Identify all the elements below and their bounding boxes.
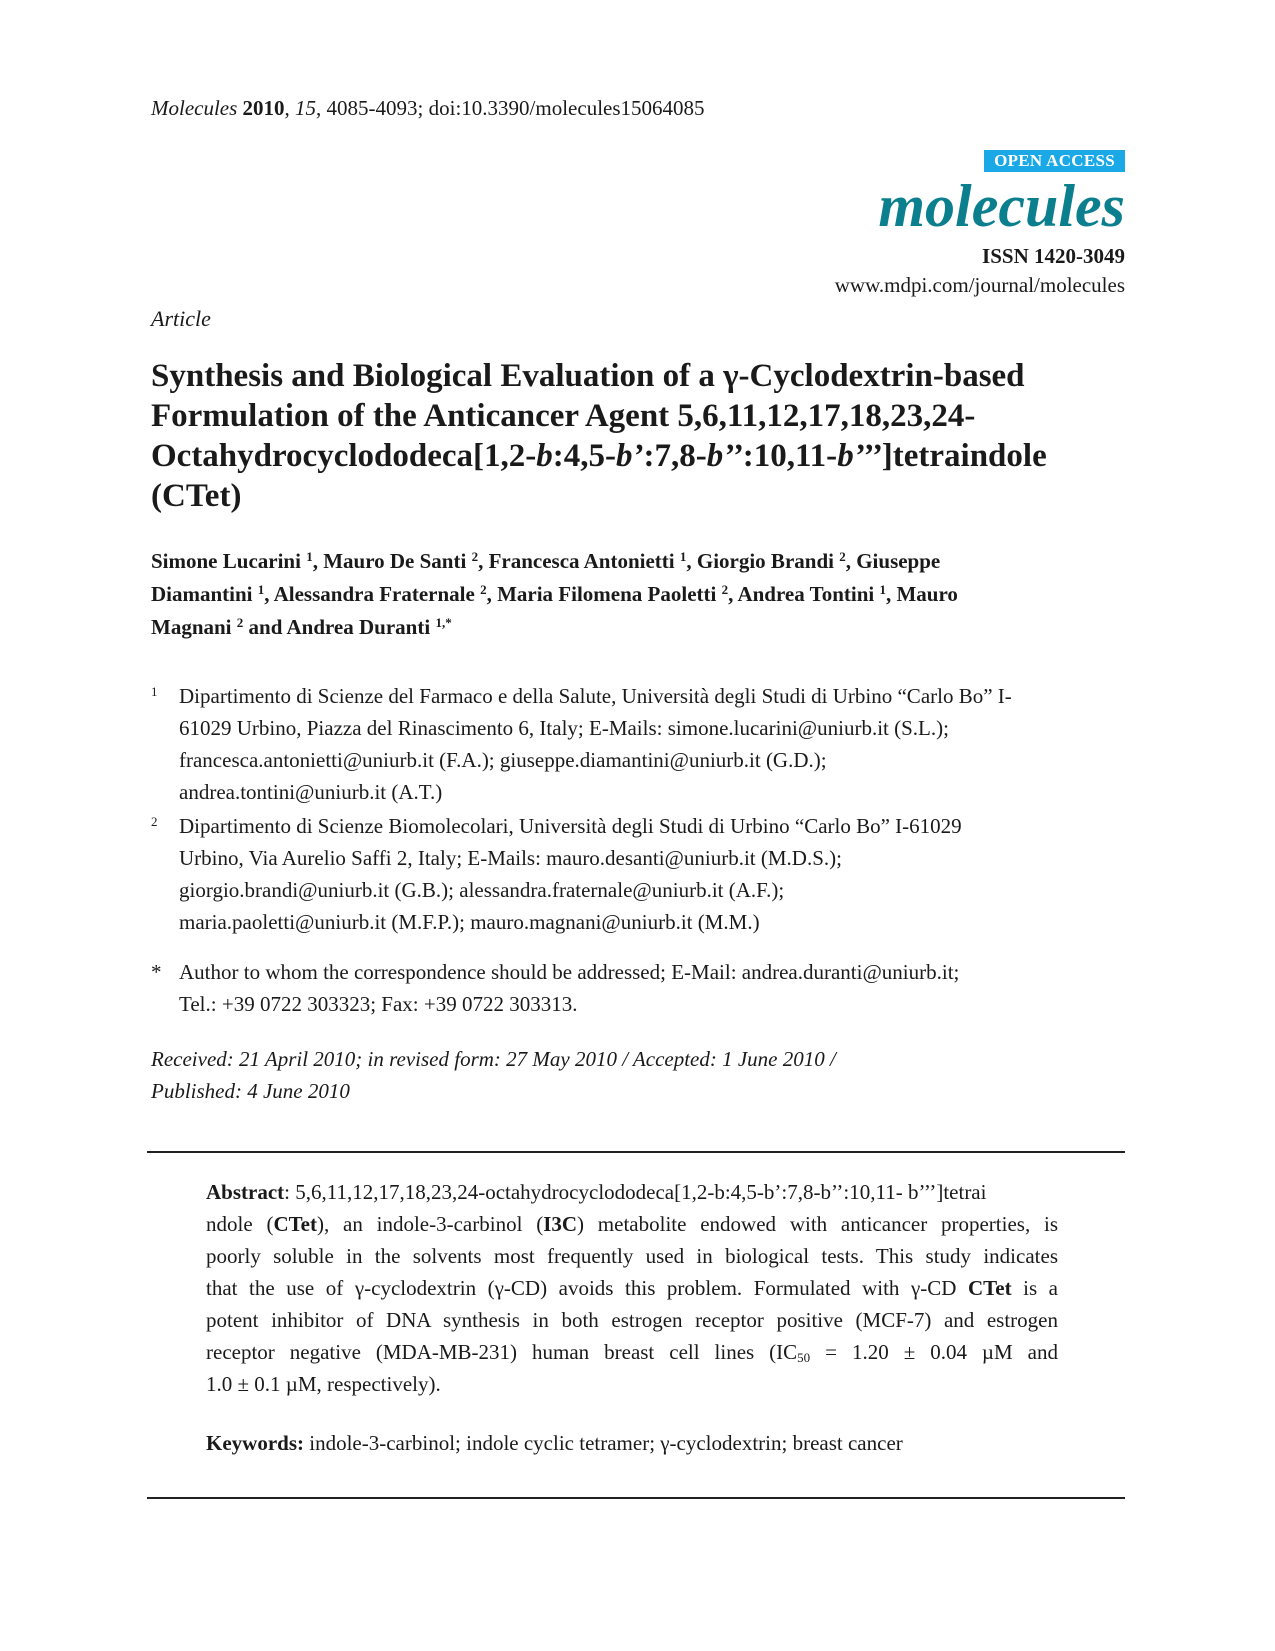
author-name: Mauro De Santi (323, 549, 467, 573)
affiliation-mark: 1 (151, 684, 158, 699)
affiliation-mark: 2 (151, 814, 158, 829)
affiliation-1: 1 Dipartimento di Scienze del Farmaco e della Salute, Università degli Studi di Urbino “Carlo Bo” I- 61029 Urbino, Piazza del Rinascimento 6, Italy; E-Mails: simone.lucarini@uniurb.it (S.L.); francesca.antonietti@uniurb.it (F.A.); giuseppe.diamantini@uniurb.it (G.D.); andrea.tontini@uniurb.it (A.T.) (151, 680, 1131, 808)
author-name: Alessandra Fraternale (273, 582, 475, 606)
author-name: Maria Filomena Paoletti (497, 582, 717, 606)
citation-journal: Molecules (151, 96, 238, 120)
divider-top (147, 1151, 1125, 1153)
keywords: Keywords: indole-3-carbinol; indole cyclic tetramer; γ-cyclodextrin; breast cancer (206, 1431, 903, 1455)
title-line: Octahydrocyclododeca[1,2-b:4,5-b’:7,8-b’’:10,11-b’’’]tetraindole (151, 438, 1047, 474)
divider-bottom (147, 1497, 1125, 1499)
citation-pages-doi: 4085-4093; doi:10.3390/molecules15064085 (326, 96, 705, 120)
article-title (151, 356, 1131, 516)
correspondence-note: * Author to whom the correspondence should be addressed; E-Mail: andrea.duranti@uniurb.it; Tel.: +39 0722 303323; Fax: +39 0722 303313. (151, 956, 1131, 1020)
author-line: Magnani $^2$ and Andrea Duranti $^{1,*}$ (151, 615, 452, 639)
journal-logo: molecules (878, 173, 1125, 239)
keywords-label: Keywords: (206, 1431, 304, 1455)
title-line: Formulation of the Anticancer Agent 5,6,11,12,17,18,23,24- (151, 398, 976, 434)
affiliation-2: 2 Dipartimento di Scienze Biomolecolari, Università degli Studi di Urbino “Carlo Bo” I-61029 Urbino, Via Aurelio Saffi 2, Italy; E-Mails: mauro.desanti@uniurb.it (M.D.S.); giorgio.brandi@uniurb.it (G.B.); alessandra.fraternale@uniurb.it (A.F.); maria.paoletti@uniurb.it (M.F.P.); mauro.magnani@uniurb.it (M.M.) (151, 810, 1131, 938)
journal-masthead (835, 150, 1125, 298)
publication-dates: Received: 21 April 2010; in revised form: 27 May 2010 / Accepted: 1 June 2010 / Published: 4 June 2010 (151, 1047, 836, 1103)
journal-url[interactable]: www.mdpi.com/journal/molecules (834, 273, 1125, 297)
open-access-badge: OPEN ACCESS (984, 150, 1125, 172)
author-name: Giorgio Brandi (696, 549, 834, 573)
author-list (151, 545, 1131, 644)
author-name: Andrea Duranti (286, 615, 431, 639)
title-line: Synthesis and Biological Evaluation of a γ-Cyclodextrin-based (151, 358, 1025, 394)
title-line: (CTet) (151, 478, 242, 514)
correspondence-mark: * (151, 960, 162, 984)
citation-volume: 15 (295, 96, 317, 120)
author-line: Simone Lucarini $^1$, Mauro De Santi $^2$, Francesca Antonietti $^1$, Giorgio Brandi $^2$, Giuseppe (151, 549, 941, 573)
abstract-label: Abstract (206, 1180, 285, 1204)
issn: ISSN 1420-3049 (982, 244, 1125, 268)
citation-year: 2010 (242, 96, 285, 120)
author-name: Simone Lucarini (151, 549, 301, 573)
author-name: Andrea Tontini (737, 582, 875, 606)
abstract: Abstract: 5,6,11,12,17,18,23,24-octahydrocyclododeca[1,2-b:4,5-b’:7,8-b’’:10,11- b’’’]tetrai ndole (CTet), an indole-3-carbinol (I3C) metabolite endowed with anticancer properties, is poorly soluble in the solvents most frequently used in biological tests. This study indicates that the use of γ-cyclodextrin (γ-CD) avoids this problem. Formulated with γ-CD CTet is a potent inhibitor of DNA synthesis in both estrogen receptor positive (MCF-7) and estrogen receptor negative (MDA-MB-231) human breast cell lines ($IC_{50} = 1.20 \pm 0.04$ µM and 1.0 ± 0.1 µM, respectively). (206, 1180, 1059, 1396)
article-type: Article (151, 306, 211, 331)
author-name: Francesca Antonietti (488, 549, 675, 573)
author-line: Diamantini $^1$, Alessandra Fraternale $^2$, Maria Filomena Paoletti $^2$, Andrea Tontini $^1$, Mauro (151, 582, 958, 606)
citation-line: Molecules 2010, 15, 4085-4093; doi:10.3390/molecules15064085 (151, 96, 705, 120)
